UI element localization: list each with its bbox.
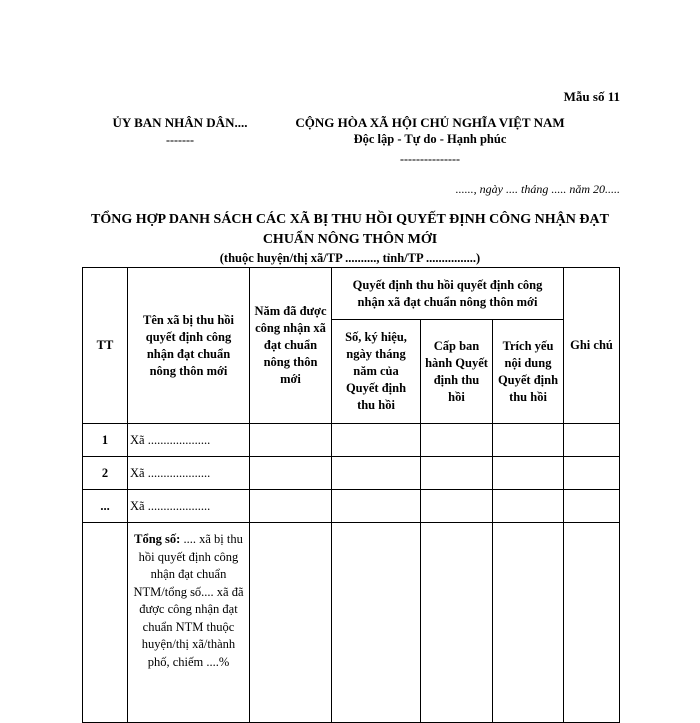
committee-name: ỦY BAN NHÂN DÂN.... (112, 115, 248, 130)
motto-underline: --------------- (400, 152, 460, 166)
document-title-line-2: CHUẨN NÔNG THÔN MỚI (262, 232, 438, 247)
row-cell (564, 424, 620, 457)
row-cell (250, 490, 332, 523)
document-title-line-1: TỔNG HỢP DANH SÁCH CÁC XÃ BỊ THU HỒI QUYẾT ĐỊNH CÔNG NHẬN ĐẠT (91, 212, 609, 227)
header-tt: TT (83, 268, 128, 424)
row-cell (493, 490, 564, 523)
row-number: 1 (83, 424, 128, 457)
row-cell (421, 457, 493, 490)
summary-tt-cell (83, 523, 128, 723)
revocation-table (82, 267, 620, 723)
date-line: ......, ngày .... tháng ..... năm 20..... (455, 182, 620, 196)
row-commune-name: Xã .................... (128, 490, 250, 523)
committee-underline: ------- (166, 133, 194, 147)
row-cell (250, 424, 332, 457)
row-cell (421, 424, 493, 457)
header-commune-name: Tên xã bị thu hồi quyết định công nhận đạt chuẩn nông thôn mới (128, 268, 250, 424)
header-year-recognized: Năm đã được công nhận xã đạt chuẩn nông thôn mới (250, 268, 332, 424)
row-number: 2 (83, 457, 128, 490)
summary-text: .... xã bị thu hồi quyết định công nhận đạt chuẩn NTM/tổng số.... xã đã được công nhận đạt chuẩn NTM thuộc huyện/thị xã/thành phố, chiếm ....% (133, 532, 244, 669)
row-cell (332, 424, 421, 457)
row-cell (332, 457, 421, 490)
national-title: CỘNG HÒA XÃ HỘI CHỦ NGHĨA VIỆT NAM (295, 115, 565, 130)
row-cell (564, 457, 620, 490)
form-code: Mẫu số 11 (563, 89, 620, 104)
document-subtitle: (thuộc huyện/thị xã/TP .........., tỉnh/TP ................) (219, 251, 481, 265)
row-cell (564, 523, 620, 723)
table-row (83, 457, 620, 490)
header-decision-number: Số, ký hiệu, ngày tháng năm của Quyết định thu hồi (332, 320, 421, 424)
row-cell (493, 457, 564, 490)
row-number: ... (83, 490, 128, 523)
summary-row (83, 523, 620, 723)
row-cell (421, 490, 493, 523)
header-decision-summary: Trích yếu nội dung Quyết định thu hồi (493, 320, 564, 424)
national-motto: Độc lập - Tự do - Hạnh phúc (353, 132, 507, 146)
header-revocation-group: Quyết định thu hồi quyết định công nhận xã đạt chuẩn nông thôn mới (332, 268, 564, 320)
row-cell (332, 523, 421, 723)
row-cell (493, 424, 564, 457)
header-notes: Ghi chú (564, 268, 620, 424)
summary-label: Tổng số: (134, 532, 181, 546)
row-cell (250, 457, 332, 490)
row-commune-name: Xã .................... (128, 424, 250, 457)
header-issuing-level: Cấp ban hành Quyết định thu hồi (421, 320, 493, 424)
table-row (83, 424, 620, 457)
row-cell (332, 490, 421, 523)
row-cell (421, 523, 493, 723)
summary-cell (128, 523, 250, 723)
row-cell (493, 523, 564, 723)
row-cell (564, 490, 620, 523)
table-row (83, 490, 620, 523)
row-commune-name: Xã .................... (128, 457, 250, 490)
row-cell (250, 523, 332, 723)
